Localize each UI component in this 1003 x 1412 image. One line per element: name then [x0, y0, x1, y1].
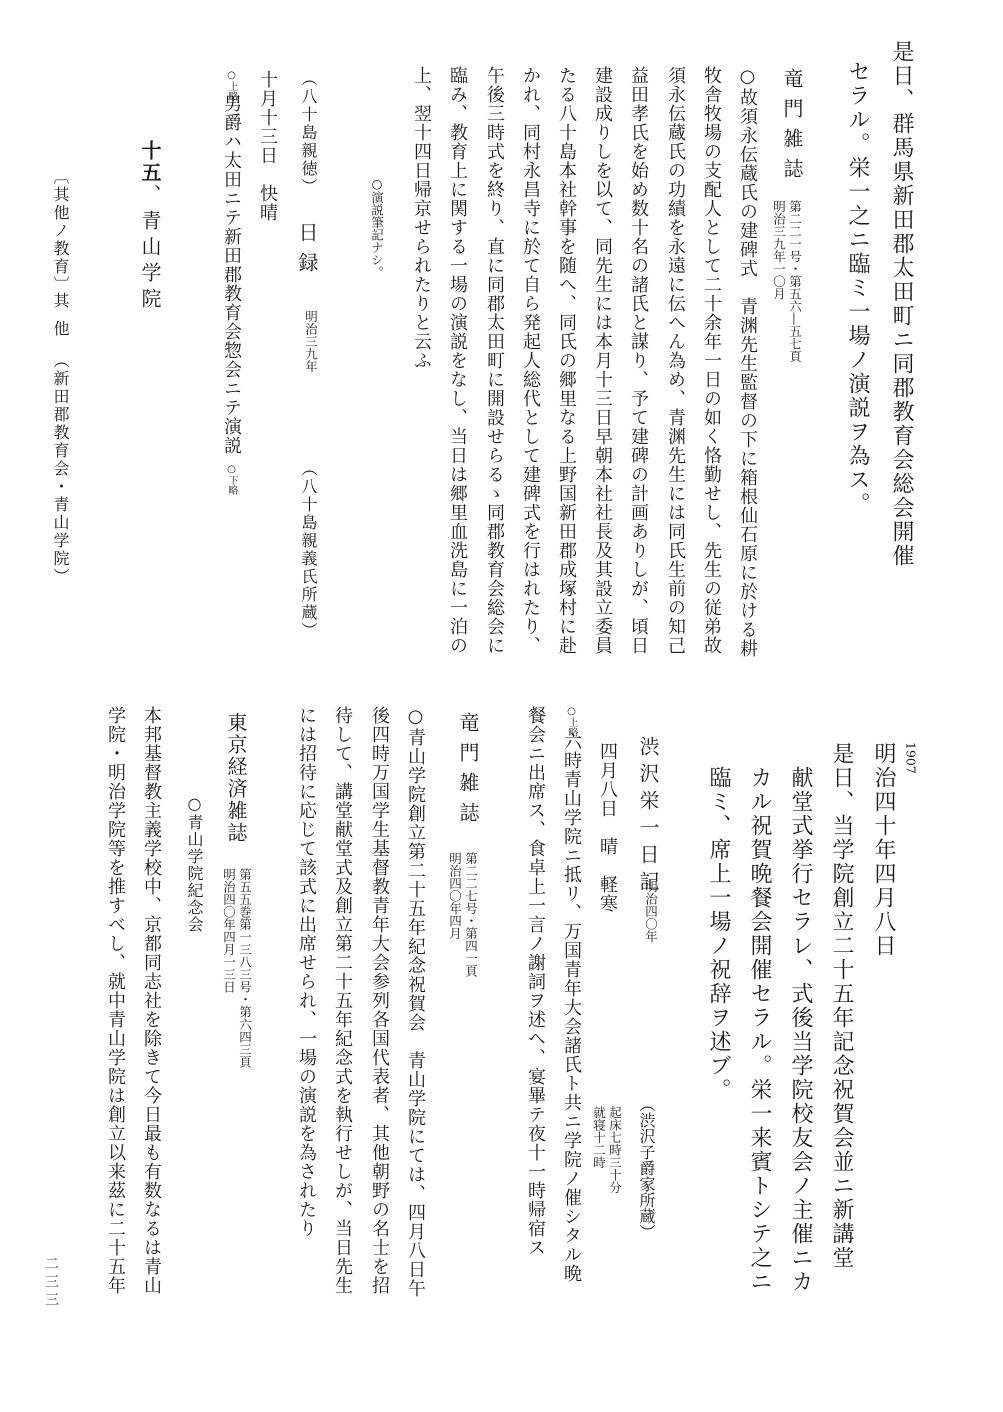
intro-line-1: 是日、群馬県新田郡太田町ニ同郡教育会総会開催 [889, 40, 914, 568]
source-holder-diary: （渋沢子爵家所蔵） [637, 1096, 656, 1240]
source-ref-2a: 第二二七号・第四一頁 [463, 852, 479, 977]
source-year-2: 明治三九年 [303, 310, 319, 373]
body-line-u3: 須永伝蔵氏の功績を永遠に伝へん為め、青渊先生には同氏生前の知己 [665, 66, 686, 655]
body-line-u4: 益田孝氏を始め数十名の諸氏と謀り、予て建碑の計画ありしが、頃日 [628, 66, 649, 655]
source-ref-1b: 明治三九年一〇月 [771, 200, 787, 300]
intro-lower-2: 献堂式挙行セラレ、式後当学院校友会ノ主催ニカ [788, 766, 813, 1294]
body-line-l4: には招待に応じて該式に出席せられ、一場の演説を為されたり [296, 706, 317, 1238]
source-ref-2b: 明治四〇年四月 [447, 852, 463, 940]
intro-lower-1: 是日、当学院創立二十五年記念祝賀会並ニ新講堂 [829, 742, 854, 1270]
article-title: ○青山学院紀念会 [185, 794, 204, 933]
source-ref-1a: 第二二一号・第五六―五七頁 [787, 200, 803, 363]
article-line-1: 本邦基督教主義学校中、京都同志社を除きて今日最も有数なるは青山 [141, 706, 162, 1295]
article-line-2: 学院・明治学院等を推すべし、就中青山学院は創立以来茲に二十五年 [105, 706, 126, 1295]
body-line-u2: 牧舎牧場の支配人として二十余年一日の如く恪勤せし、先生の従弟故 [701, 66, 722, 655]
source-title-ryumon-2: 竜門雑誌 [456, 712, 480, 832]
body-line-u6: たる八十島本社幹事を随へ、同氏の郷里なる上野国新田郡成塚村に赴 [556, 66, 577, 655]
section-heading [140, 140, 160, 314]
body-line-u7: かれ、同村永昌寺に於て自ら発起人総代として建碑式を行はれたり、 [520, 66, 541, 655]
speech-note: ○演説筆記ナシ。 [369, 176, 385, 279]
body-line-l1: ○青山学院創立第二十五年紀念祝賀会 青山学院にては、四月八日午 [405, 706, 426, 1298]
body-line-u10: 上、翌十四日帰京せられたりと云ふ [411, 66, 432, 370]
source-title-diary: 渋沢栄一日記 [636, 736, 660, 898]
source-title-ryumon-1: 竜門雑誌 [780, 68, 804, 188]
body-line-l2: 後四時万国学生基督教青年大会参列各国代表者、其他朝野の名士を招 [369, 706, 390, 1295]
diary-date-l: 四月八日 晴 軽寒 [597, 742, 618, 913]
page-number: 二三三 [43, 1256, 59, 1310]
diary-line-l2: 餐会ニ出席ス、食卓上一言ノ謝詞ヲ述ヘ、宴畢テ夜十一時帰宿ス [525, 706, 546, 1257]
diary-pre-u: ○上略 [226, 70, 237, 101]
intro-line-2: セラル。栄一之ニ臨ミ一場ノ演説ヲ為ス。 [845, 60, 870, 516]
section-number: 十五 [138, 140, 162, 184]
body-line-u8: 午後三時式を終り、直に同郡太田町に開設せらるゝ同郡教育会総会に [484, 66, 505, 655]
body-line-u1: ○故須永伝蔵氏の建碑式 青渊先生監督の下に箱根仙石原に於ける耕 [737, 66, 758, 658]
year-western: 1907 [903, 742, 919, 774]
diary-time-b: 就寝十二時 [591, 1106, 607, 1169]
source-title-nichiroku: 日録 [295, 222, 319, 282]
source-author-yasojima: （八十島親徳） [299, 70, 318, 196]
category-other: 其他 [51, 292, 70, 348]
source-ref-3b: 明治四〇年四月一三日 [221, 868, 237, 993]
source-holder-2: （八十島親義氏所蔵） [299, 460, 318, 640]
section-title: 、青山学院 [138, 184, 162, 314]
diary-pre-l: ○上略 [566, 706, 577, 737]
category-label: 〔其他ノ教育〕 [51, 168, 70, 294]
diary-entry-u: 男爵ハ太田ニテ新田郡教育会惣会ニテ演説 [221, 94, 242, 455]
source-ref-3a: 第五五巻第一三八三号・第六四三頁 [237, 868, 253, 1068]
category-detail: （新田郡教育会・青山学院） [51, 352, 70, 586]
diary-post-u: ○下略 [226, 464, 237, 495]
body-line-l3: 待して、講堂献堂式及創立第二十五年紀念式を執行せしが、当日先生 [332, 706, 353, 1295]
diary-date-u: 十月十三日 快晴 [257, 70, 278, 222]
diary-time-a: 起床七時三十分 [607, 1106, 623, 1194]
intro-lower-3: カル祝賀晩餐会開催セラル。栄一来賓トシテ之ニ [747, 766, 772, 1294]
source-year-diary: 明治四〇年 [643, 880, 659, 943]
intro-lower-4: 臨ミ、席上一場ノ祝辞ヲ述ブ。 [706, 766, 731, 1102]
diary-line-l1: 六時青山学院ニ抵リ、万国青年大会諸氏ト共ニ学院ノ催シタル晩 [561, 732, 582, 1283]
source-title-keizai: 東京経済雑誌 [224, 712, 248, 844]
date-heading: 明治四十年四月八日 [871, 742, 896, 958]
body-line-u5: 建設成りしを以て、同先生には本月十三日早朝本社社長及其設立委員 [592, 66, 613, 655]
body-line-u9: 臨み、教育上に関する一場の演説をなし、当日は郷里血洗島に一泊の [447, 66, 468, 655]
